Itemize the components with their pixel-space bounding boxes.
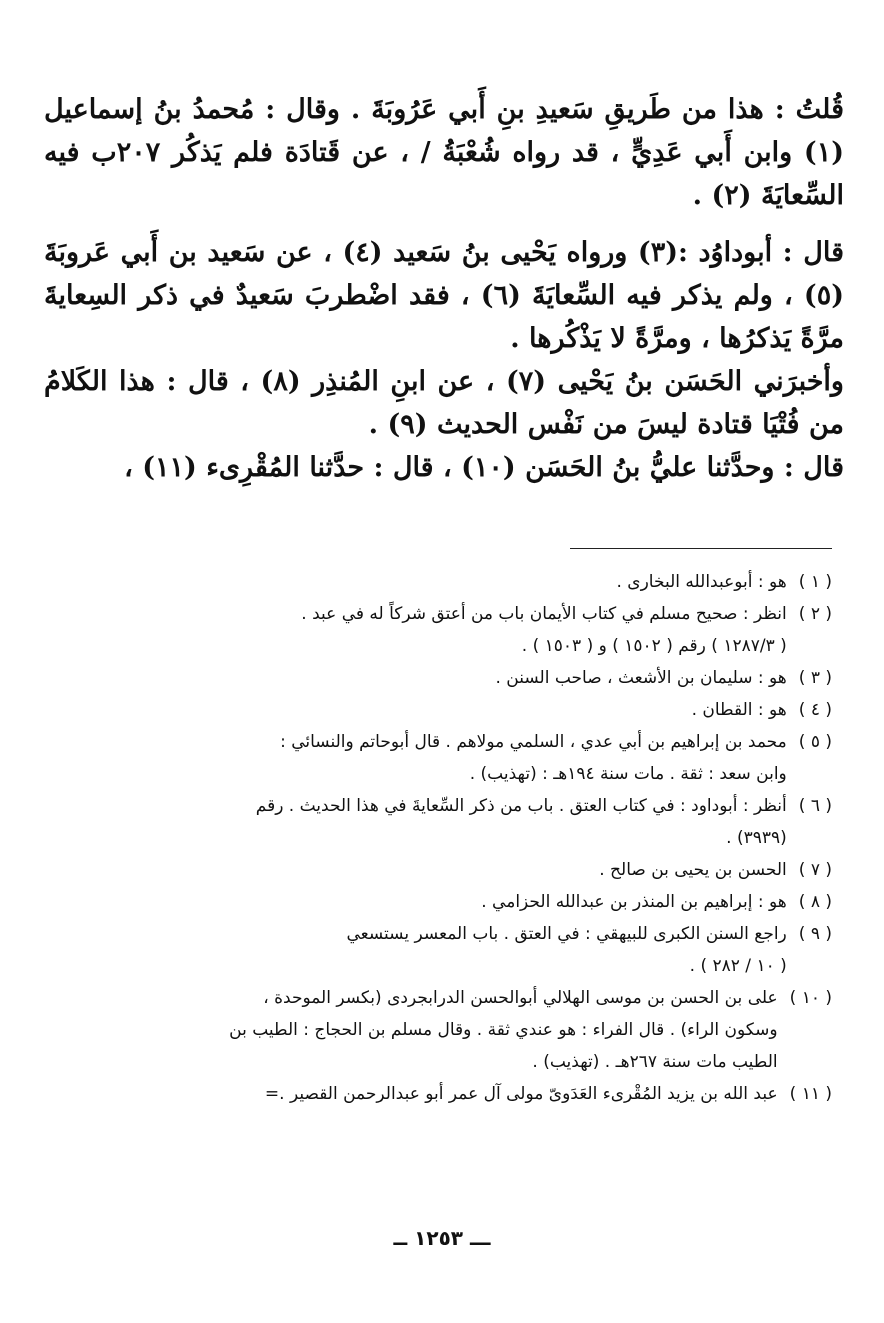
paragraph-1: قُلتُ : هذا من طَريقِ سَعيدِ بنِ أَبي عَرُوبَةَ . وقال : مُحمدُ بنُ إسماعيل (١) وابن أَبي عَدِيٍّ ، قد رواه شُعْبَةُ / ، عن قَتادَة فلم يَذكُر ٢٠٧ب فيه السِّعايَةَ (٢) . [44,94,844,211]
paragraph-3: وأخبرَني الحَسَن بنُ يَحْيى (٧) ، عن ابنِ المُنذِر (٨) ، قال : هذا الكَلامُ من فُتْيَا قتادة ليسَ من نَفْس الحديث (٩) . [44,366,844,440]
footnote-10 [42,982,832,1078]
footnote-3 [42,662,832,694]
footnote-number: ( ٧ ) [798,860,832,880]
footnote-line: هو : أبوعبدالله البخارى . [616,572,787,592]
footnote-5 [42,726,832,790]
footnote-6 [42,790,832,854]
footnote-line: هو : سليمان بن الأشعث ، صاحب السنن . [495,668,787,688]
footnote-line: أنظر : أبوداود : في كتاب العتق . باب من ذكر السِّعايةَ في هذا الحديث . رقم [255,796,787,816]
footnote-8 [42,886,832,918]
footnote-number: ( ٤ ) [798,700,832,720]
footnote-line: (٣٩٣٩) . [726,828,787,848]
paragraph-4: قال : وحدَّثنا عليُّ بنُ الحَسَن (١٠) ، قال : حدَّثنا المُقْرِىء (١١) ، [124,452,844,483]
footnote-11 [42,1078,832,1110]
footnote-2 [42,598,832,662]
footnote-number: ( ٩ ) [798,924,832,944]
footnote-1 [42,566,832,598]
footnotes [42,566,832,1110]
footnote-7 [42,854,832,886]
footnote-line: ( ١٢٨٧/٣ ) رقم ( ١٥٠٢ ) و ( ١٥٠٣ ) . [521,636,787,656]
footnote-line: عبد الله بن يزيد المُقْرىء العَدَوىّ مولى آل عمر أبو عبدالرحمن القصير .= [264,1084,778,1104]
footnote-line: وسكون الراء) . قال الفراء : هو عندي ثقة . وقال مسلم بن الحجاج : الطيب بن [229,1020,778,1040]
footnote-number: ( ٣ ) [798,668,832,688]
footnote-number: ( ١ ) [798,572,832,592]
footnote-line: راجع السنن الكبرى للبيهقي : في العتق . باب المعسر يستسعي [346,924,787,944]
footnote-number: ( ٢ ) [798,604,832,624]
footnote-divider [570,548,832,549]
footnote-line: الحسن بن يحيى بن صالح . [599,860,787,880]
footnote-line: هو : القطان . [691,700,787,720]
footnote-number: ( ٨ ) [798,892,832,912]
footnote-number: ( ١٠ ) [789,988,832,1008]
footnote-9 [42,918,832,982]
main-text [44,88,844,489]
footnote-number: ( ٦ ) [798,796,832,816]
footnote-line: انظر : صحيح مسلم في كتاب الأيمان باب من أعتق شركاً له في عبد . [301,604,787,624]
footnote-line: محمد بن إبراهيم بن أبي عدي ، السلمي مولاهم . قال أبوحاتم والنسائي : [280,732,787,752]
paragraph-2: قال : أبوداوُد :(٣) ورواه يَحْيى بنُ سَعيد (٤) ، عن سَعيد بن أَبي عَروبَةَ (٥) ، ولم يذكر فيه السِّعايَةَ (٦) ، فقد اضْطربَ سَعيدٌ في ذكر السِعايةَ مرَّةً يَذكرُها ، ومرَّةً لا يَذْكُرها . [44,237,844,354]
footnote-line: على بن الحسن بن موسى الهلالي أبوالحسن الدرابجردى (بكسر الموحدة ، [263,988,778,1008]
footnote-line: الطيب مات سنة ٢٦٧هـ . (تهذيب) . [532,1052,778,1072]
footnote-4 [42,694,832,726]
footnote-number: ( ١١ ) [789,1084,832,1104]
footnote-line: ( ١٠ / ٢٨٢ ) . [689,956,787,976]
page-number: ـــ ١٢٥٣ ــ [393,1226,491,1250]
footnote-line: وابن سعد : ثقة . مات سنة ١٩٤هـ : (تهذيب) . [469,764,787,784]
footnote-line: هو : إبراهيم بن المنذر بن عبدالله الحزامي . [481,892,787,912]
footnote-number: ( ٥ ) [798,732,832,752]
